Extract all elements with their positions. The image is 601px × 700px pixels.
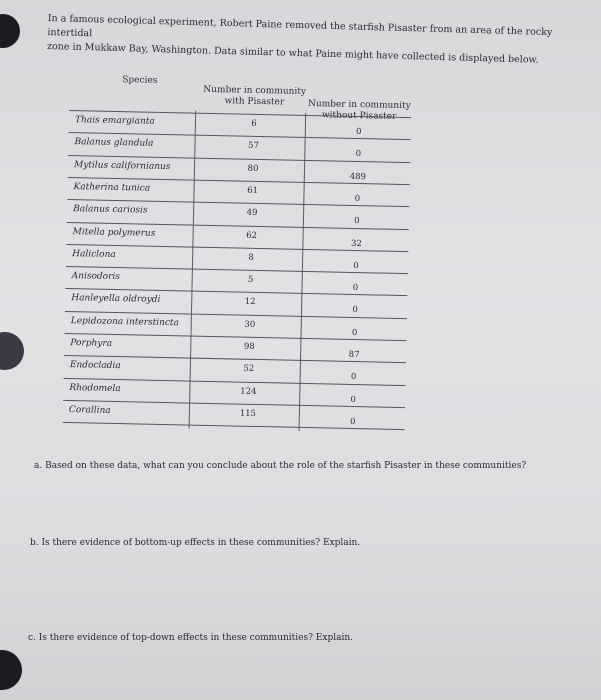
count-without-pisaster: 0 bbox=[352, 283, 359, 294]
count-with-pisaster: 12 bbox=[244, 297, 256, 308]
count-with-pisaster: 98 bbox=[243, 341, 255, 352]
species-name: Rhodomela bbox=[69, 382, 121, 394]
species-name: Thais emargianta bbox=[74, 115, 155, 127]
count-without-pisaster: 0 bbox=[350, 394, 357, 405]
intro-line-2: zone in Mukkaw Bay, Washington. Data similar to what Paine might have collected is displayed below. bbox=[46, 40, 539, 66]
species-name: Katherina tunica bbox=[73, 181, 151, 194]
question-c: c. Is there evidence of top-down effects in these communities? Explain. bbox=[28, 633, 353, 643]
species-name: Endocladia bbox=[69, 360, 121, 372]
intro-line-1: In a famous ecological experiment, Robert Paine removed the starfish Pisaster from an area of the rocky intertidal bbox=[47, 12, 553, 40]
count-with-pisaster: 30 bbox=[244, 319, 256, 330]
species-name: Haliclona bbox=[72, 248, 116, 260]
edge-shadow-top bbox=[0, 14, 20, 48]
species-name: Balanus cariosis bbox=[73, 204, 148, 216]
count-with-pisaster: 6 bbox=[251, 118, 257, 129]
count-without-pisaster: 32 bbox=[350, 238, 362, 249]
species-table bbox=[62, 72, 411, 439]
header-with-pisaster bbox=[199, 85, 309, 109]
count-with-pisaster: 61 bbox=[247, 185, 259, 196]
count-with-pisaster: 115 bbox=[239, 408, 257, 419]
species-name: Mitella polymerus bbox=[72, 226, 156, 239]
count-without-pisaster: 0 bbox=[355, 127, 362, 138]
count-without-pisaster: 0 bbox=[349, 416, 356, 427]
count-with-pisaster: 80 bbox=[247, 163, 259, 174]
count-without-pisaster: 0 bbox=[352, 305, 358, 316]
header-species: Species bbox=[122, 75, 158, 86]
count-with-pisaster: 49 bbox=[246, 207, 258, 219]
edge-shadow-bottom bbox=[0, 650, 22, 690]
count-without-pisaster: 0 bbox=[354, 216, 360, 227]
question-a: a. Based on these data, what can you conclude about the role of the starfish Pisaster in these communities? bbox=[34, 461, 527, 471]
header-with-line-1: Number in community bbox=[203, 84, 307, 97]
count-without-pisaster: 0 bbox=[355, 149, 362, 160]
species-name: Anisodoris bbox=[71, 271, 121, 283]
species-name: Porphyra bbox=[70, 338, 113, 349]
count-with-pisaster: 62 bbox=[246, 230, 258, 241]
count-without-pisaster: 87 bbox=[348, 349, 360, 361]
count-without-pisaster: 489 bbox=[349, 171, 367, 182]
header-with-line-2: with Pisaster bbox=[224, 96, 285, 108]
count-with-pisaster: 124 bbox=[240, 386, 257, 397]
count-with-pisaster: 57 bbox=[247, 141, 259, 152]
count-without-pisaster: 0 bbox=[350, 372, 357, 383]
count-without-pisaster: 0 bbox=[351, 327, 358, 338]
count-with-pisaster: 8 bbox=[248, 252, 254, 263]
species-name: Corallina bbox=[68, 404, 111, 416]
count-with-pisaster: 5 bbox=[247, 274, 254, 285]
species-name: Lepidozona interstincta bbox=[70, 315, 180, 329]
species-name: Balanus glandula bbox=[74, 137, 154, 150]
count-without-pisaster: 0 bbox=[353, 260, 359, 271]
count-without-pisaster: 0 bbox=[354, 193, 361, 204]
species-name: Hanleyella oldroydi bbox=[71, 293, 161, 306]
intro-paragraph bbox=[47, 12, 568, 69]
edge-shadow-middle bbox=[0, 332, 24, 370]
header-without-line-2: without Pisaster bbox=[321, 110, 397, 122]
count-with-pisaster: 52 bbox=[243, 363, 255, 375]
species-name: Mytilus californianus bbox=[73, 159, 171, 172]
question-b: b. Is there evidence of bottom-up effects in these communities? Explain. bbox=[30, 538, 361, 548]
header-without-line-1: Number in community bbox=[307, 98, 411, 112]
